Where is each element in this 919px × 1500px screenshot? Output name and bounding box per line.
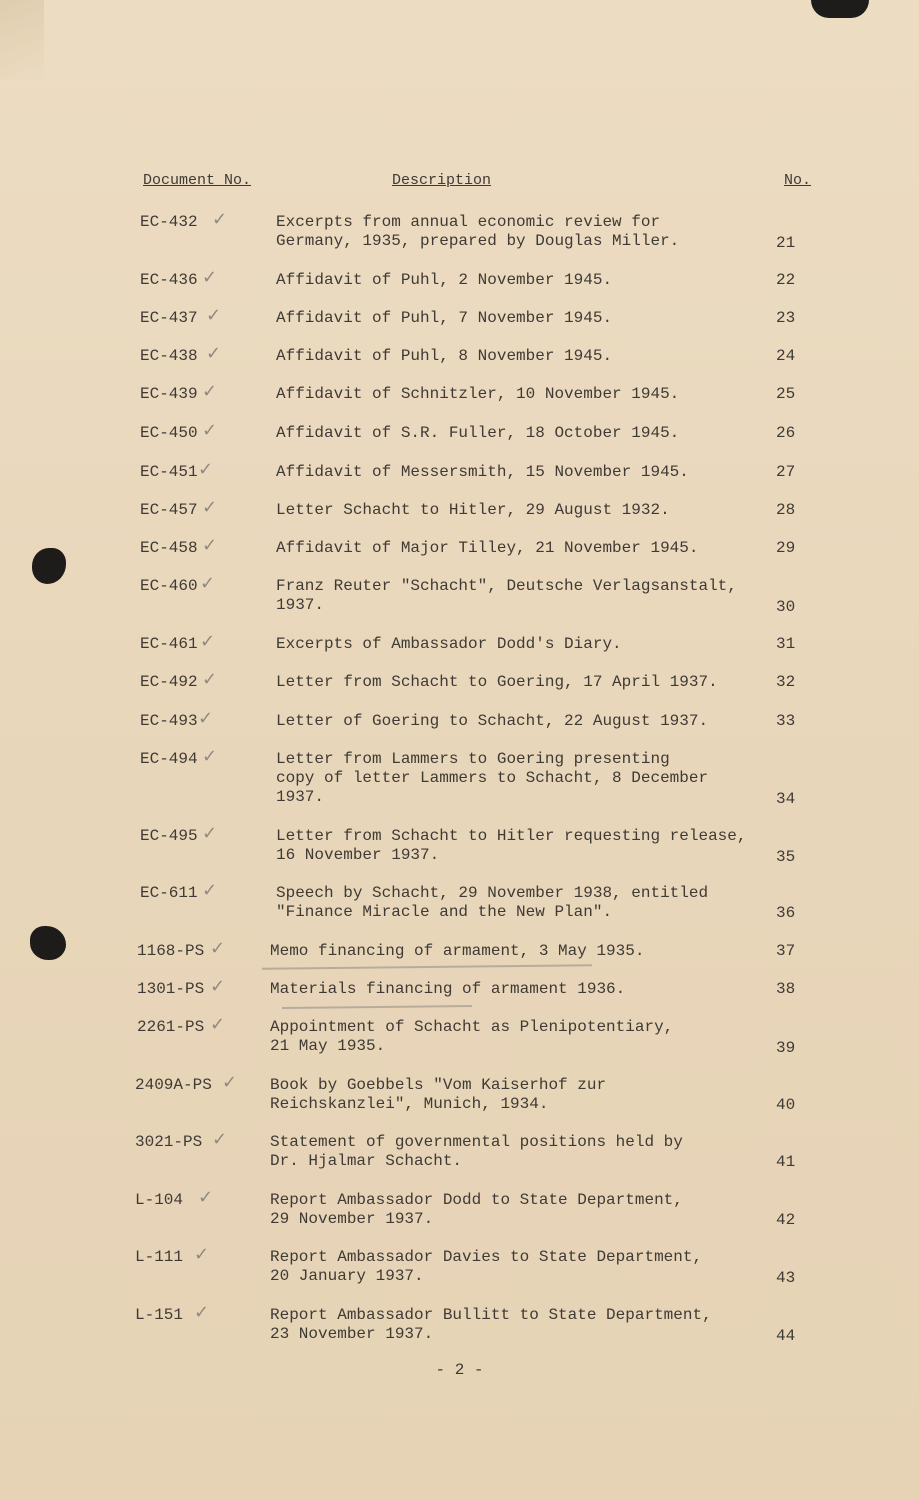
checkmark-icon: ✓ <box>206 343 222 364</box>
document-description: Memo financing of armament, 3 May 1935. <box>270 942 645 960</box>
document-description: Speech by Schacht, 29 November 1938, entitled "Finance Miracle and the New Plan". <box>276 884 709 921</box>
document-description: Letter from Schacht to Hitler requesting release, 16 November 1937. <box>276 827 747 864</box>
exhibit-number: 37 <box>776 942 796 960</box>
exhibit-number: 36 <box>776 904 796 922</box>
document-id: EC-461 <box>140 635 198 653</box>
document-id: EC-611 <box>140 884 198 902</box>
exhibit-number: 29 <box>776 539 796 557</box>
document-id: EC-437 <box>140 309 198 327</box>
document-id: 1301-PS <box>137 980 205 998</box>
checkmark-icon: ✓ <box>202 420 218 441</box>
exhibit-number: 42 <box>776 1211 796 1229</box>
checkmark-icon: ✓ <box>202 535 218 556</box>
checkmark-icon: ✓ <box>206 305 222 326</box>
exhibit-number: 23 <box>776 309 796 327</box>
document-id: EC-451 <box>140 463 198 481</box>
exhibit-number: 22 <box>776 271 796 289</box>
checkmark-icon: ✓ <box>202 381 218 402</box>
exhibit-number: 44 <box>776 1327 796 1345</box>
exhibit-number: 28 <box>776 501 796 519</box>
document-description: Affidavit of Puhl, 7 November 1945. <box>276 309 613 327</box>
document-description: Report Ambassador Bullitt to State Department, 23 November 1937. <box>270 1306 712 1343</box>
checkmark-icon: ✓ <box>194 1302 210 1323</box>
document-description: Letter Schacht to Hitler, 29 August 1932. <box>276 501 670 519</box>
document-description: Report Ambassador Davies to State Department, 20 January 1937. <box>270 1248 703 1285</box>
checkmark-icon: ✓ <box>210 976 226 997</box>
document-description: Affidavit of Schnitzler, 10 November 1945. <box>276 385 680 403</box>
exhibit-number: 26 <box>776 424 796 442</box>
document-description: Franz Reuter "Schacht", Deutsche Verlagsanstalt, 1937. <box>276 577 737 614</box>
document-id: EC-492 <box>140 673 198 691</box>
exhibit-number: 34 <box>776 790 796 808</box>
document-description: Excerpts of Ambassador Dodd's Diary. <box>276 635 622 653</box>
checkmark-icon: ✓ <box>202 823 218 844</box>
document-id: EC-460 <box>140 577 198 595</box>
document-id: L-104 <box>135 1191 184 1209</box>
document-id: 3021-PS <box>135 1133 203 1151</box>
exhibit-number: 41 <box>776 1153 796 1171</box>
exhibit-number: 43 <box>776 1269 796 1287</box>
checkmark-icon: ✓ <box>202 746 218 767</box>
checkmark-icon: ✓ <box>202 880 218 901</box>
exhibit-number: 27 <box>776 463 796 481</box>
exhibit-number: 40 <box>776 1096 796 1114</box>
exhibit-number: 21 <box>776 234 796 252</box>
document-description: Affidavit of Messersmith, 15 November 1945. <box>276 463 689 481</box>
checkmark-icon: ✓ <box>222 1072 238 1093</box>
document-description: Letter from Schacht to Goering, 17 April 1937. <box>276 673 718 691</box>
checkmark-icon: ✓ <box>202 497 218 518</box>
document-id: 2261-PS <box>137 1018 205 1036</box>
document-id: EC-493 <box>140 712 198 730</box>
document-id: EC-457 <box>140 501 198 519</box>
folded-corner <box>0 0 44 80</box>
document-id: EC-438 <box>140 347 198 365</box>
exhibit-number: 32 <box>776 673 796 691</box>
exhibit-number: 39 <box>776 1039 796 1057</box>
checkmark-icon: ✓ <box>210 938 226 959</box>
document-description: Affidavit of Puhl, 8 November 1945. <box>276 347 613 365</box>
exhibit-number: 24 <box>776 347 796 365</box>
document-id: EC-432 <box>140 213 198 231</box>
column-header-no: No. <box>784 172 812 189</box>
column-header-document-no: Document No. <box>143 172 252 189</box>
document-description: Appointment of Schacht as Plenipotentiary, 21 May 1935. <box>270 1018 674 1055</box>
checkmark-icon: ✓ <box>194 1244 210 1265</box>
ink-blot-top <box>811 0 869 18</box>
document-description: Excerpts from annual economic review for Germany, 1935, prepared by Douglas Miller. <box>276 213 680 250</box>
document-id: EC-458 <box>140 539 198 557</box>
punch-hole-lower <box>30 926 66 960</box>
document-id: EC-436 <box>140 271 198 289</box>
checkmark-icon: ✓ <box>212 209 228 230</box>
checkmark-icon: ✓ <box>210 1014 226 1035</box>
checkmark-icon: ✓ <box>200 631 216 652</box>
checkmark-icon: ✓ <box>198 708 214 729</box>
document-id: EC-495 <box>140 827 198 845</box>
page-number: - 2 - <box>435 1361 484 1379</box>
document-id: 1168-PS <box>137 942 205 960</box>
exhibit-number: 38 <box>776 980 796 998</box>
exhibit-number: 33 <box>776 712 796 730</box>
document-description: Materials financing of armament 1936. <box>270 980 626 998</box>
checkmark-icon: ✓ <box>212 1129 228 1150</box>
exhibit-number: 25 <box>776 385 796 403</box>
document-description: Affidavit of Puhl, 2 November 1945. <box>276 271 613 289</box>
document-id: EC-439 <box>140 385 198 403</box>
document-description: Book by Goebbels "Vom Kaiserhof zur Reichskanzlei", Munich, 1934. <box>270 1076 607 1113</box>
document-id: L-111 <box>135 1248 184 1266</box>
document-description: Statement of governmental positions held by Dr. Hjalmar Schacht. <box>270 1133 683 1170</box>
checkmark-icon: ✓ <box>202 669 218 690</box>
checkmark-icon: ✓ <box>198 459 214 480</box>
document-description: Affidavit of S.R. Fuller, 18 October 1945. <box>276 424 680 442</box>
exhibit-number: 31 <box>776 635 796 653</box>
document-description: Letter of Goering to Schacht, 22 August 1937. <box>276 712 709 730</box>
checkmark-icon: ✓ <box>198 1187 214 1208</box>
exhibit-number: 35 <box>776 848 796 866</box>
checkmark-icon: ✓ <box>202 267 218 288</box>
document-description: Report Ambassador Dodd to State Department, 29 November 1937. <box>270 1191 683 1228</box>
document-id: EC-494 <box>140 750 198 768</box>
document-id: 2409A-PS <box>135 1076 212 1094</box>
document-id: EC-450 <box>140 424 198 442</box>
document-description: Affidavit of Major Tilley, 21 November 1945. <box>276 539 699 557</box>
exhibit-number: 30 <box>776 598 796 616</box>
document-description: Letter from Lammers to Goering presenting copy of letter Lammers to Schacht, 8 December 1937. <box>276 750 709 806</box>
column-header-description: Description <box>392 172 492 189</box>
document-id: L-151 <box>135 1306 184 1324</box>
checkmark-icon: ✓ <box>200 573 216 594</box>
